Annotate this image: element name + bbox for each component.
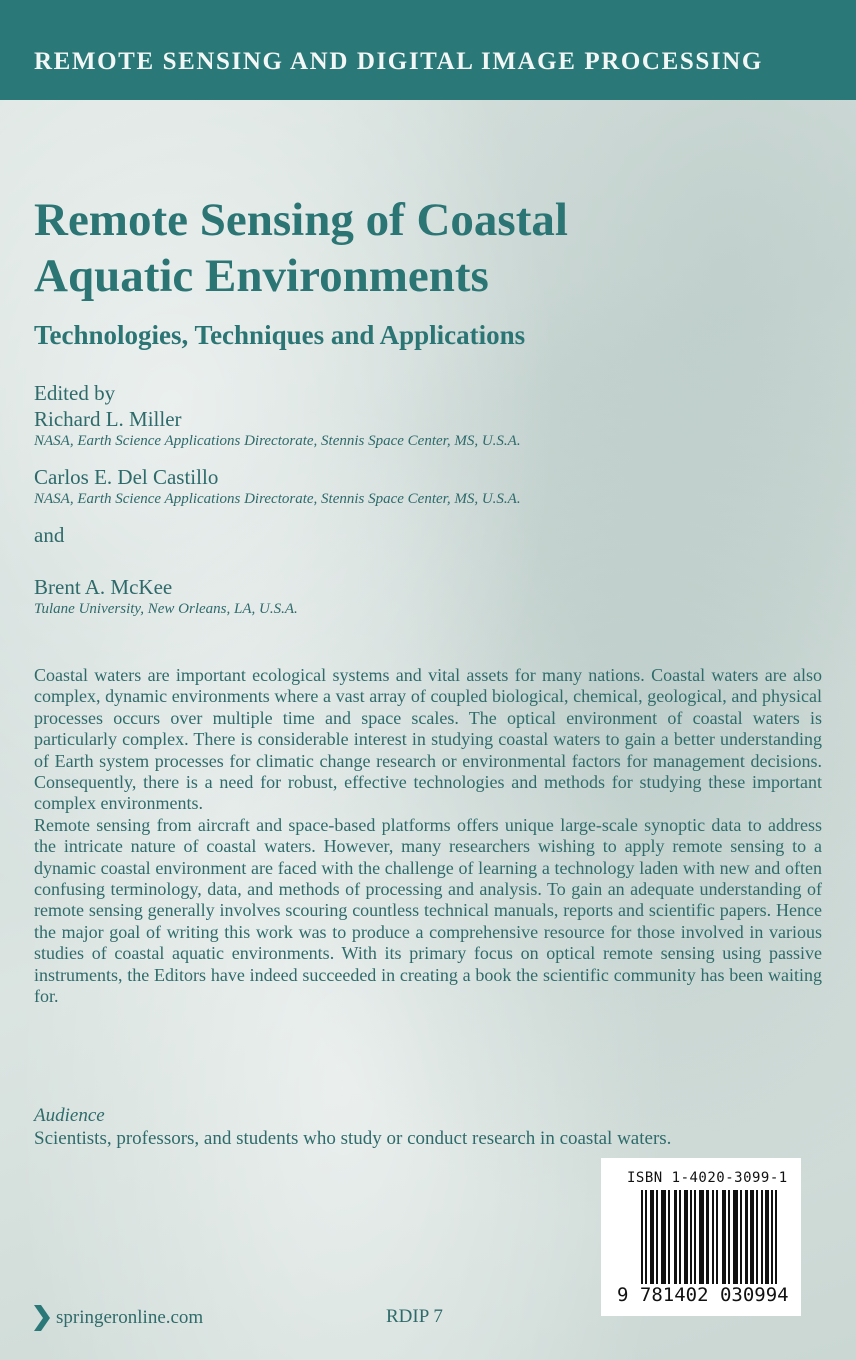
editor-entry [34,574,521,618]
chevron-right-icon [34,1305,50,1331]
publisher-website-link[interactable] [34,1305,203,1331]
series-banner [0,0,856,100]
series-number: RDIP 7 [386,1306,443,1327]
editors-section [34,380,521,632]
ean-number: 9 781402 030994 [617,1284,789,1306]
audience-text: Scientists, professors, and students who study or conduct research in coastal waters. [34,1128,672,1149]
edited-by-label: Edited by [34,381,116,405]
editor-affiliation: Tulane University, New Orleans, LA, U.S.A. [34,601,298,617]
and-connector: and [34,523,65,547]
website-text: springeronline.com [56,1307,204,1328]
book-description [34,665,822,1008]
editor-entry [34,406,521,450]
editor-affiliation: NASA, Earth Science Applications Directorate, Stennis Space Center, MS, U.S.A. [34,491,521,507]
editor-name: Carlos E. Del Castillo [34,465,219,489]
editor-affiliation: NASA, Earth Science Applications Directorate, Stennis Space Center, MS, U.S.A. [34,433,521,449]
description-paragraph: Remote sensing from aircraft and space-based platforms offers unique large-scale synoptic data to address the intricate nature of coastal waters. However, many researchers wishing to apply remote sensing to a dynamic coastal environment are faced with the challenge of learning a technology laden with new and often confusing terminology, data, and methods of processing and analysis. To gain an adequate understanding of remote sensing generally involves scouring countless technical manuals, reports and scientific papers. Hence the major goal of writing this work was to produce a comprehensive resource for those involved in various studies of coastal aquatic environments. With its primary focus on optical remote sensing using passive instruments, the Editors have indeed succeeded in creating a book the scientific community has been waiting for. [34,814,822,1007]
series-title: REMOTE SENSING AND DIGITAL IMAGE PROCESSING [34,48,763,75]
isbn-barcode [601,1158,801,1316]
editor-entry [34,464,521,508]
book-title-line-2: Aquatic Environments [34,250,489,302]
editor-name: Brent A. McKee [34,575,173,599]
barcode-bars [641,1190,781,1290]
book-subtitle: Technologies, Techniques and Applications [34,320,526,350]
book-title [34,192,568,304]
audience-heading: Audience [34,1105,105,1126]
isbn-label: ISBN 1-4020-3099-1 [627,1170,788,1186]
editor-name: Richard L. Miller [34,407,182,431]
book-title-line-1: Remote Sensing of Coastal [34,194,568,246]
description-paragraph: Coastal waters are important ecological systems and vital assets for many nations. Coastal waters are also complex, dynamic environments where a vast array of coupled biological, chemical, geological, and physical processes occurs over multiple time and space scales. The optical environment of coastal waters is particularly complex. There is considerable interest in studying coastal waters to gain a better understanding of Earth system processes for climatic change research or environmental factors for management decisions. Consequently, there is a need for robust, effective technologies and methods for studying these important complex environments. [34,665,822,814]
